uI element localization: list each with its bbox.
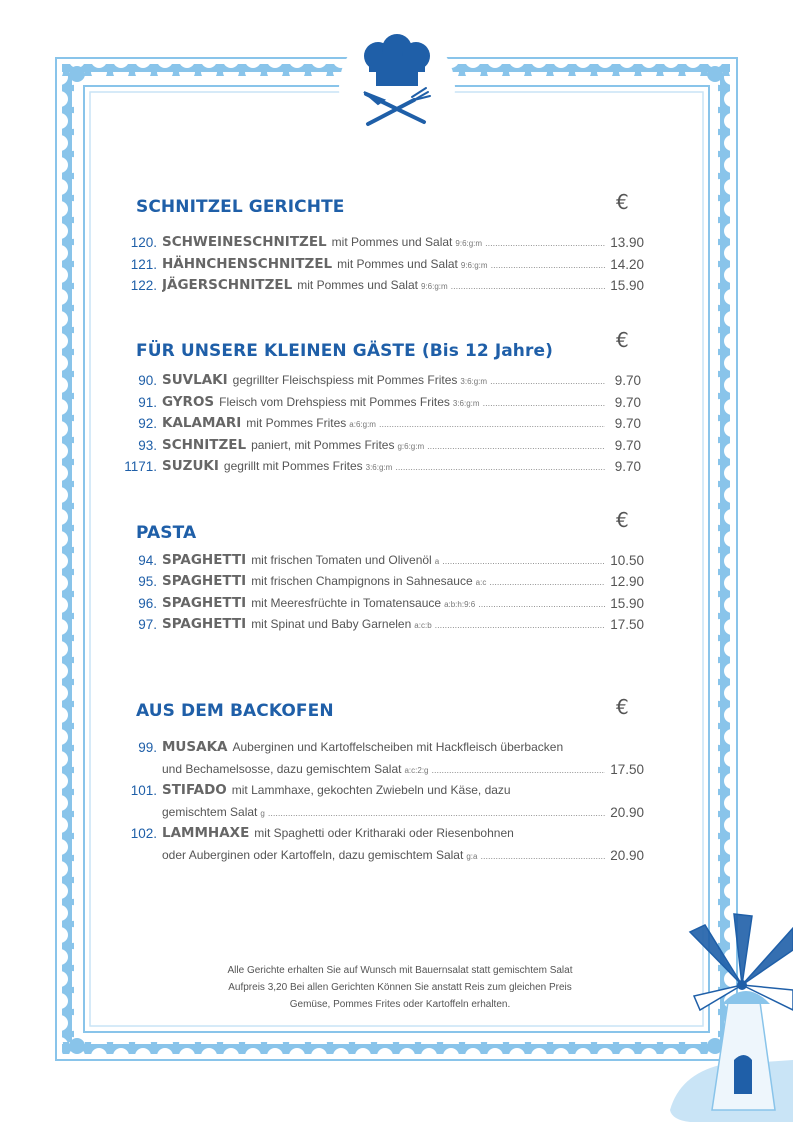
dot-leader <box>268 803 605 824</box>
menu-item-row <box>0 593 793 614</box>
item-price: 9.70 <box>614 395 641 410</box>
footer-line: Alle Gerichte erhalten Sie auf Wunsch mit Bauernsalat statt gemischtem Salat <box>227 965 573 976</box>
dot-leader <box>480 846 605 867</box>
dot-leader <box>489 572 605 593</box>
item-description: mit Pommes und Salat <box>297 278 418 292</box>
section-title-pasta: PASTA <box>136 523 197 543</box>
item-name: SCHWEINESCHNITZEL <box>162 234 327 250</box>
item-allergens: 9:6:g:m <box>460 261 488 270</box>
item-allergens: a:c:2:g <box>404 766 429 775</box>
item-number: 102. <box>130 826 157 841</box>
item-price: 9.70 <box>614 416 641 431</box>
item-name: LAMMHAXE <box>162 825 250 841</box>
section-title-backofen: AUS DEM BACKOFEN <box>136 701 334 721</box>
item-number: 101. <box>130 783 157 798</box>
menu-item-row <box>0 823 793 844</box>
dot-leader <box>491 255 605 276</box>
item-price: 17.50 <box>610 617 644 632</box>
item-price: 15.90 <box>610 278 644 293</box>
item-description: paniert, mit Pommes Frites <box>251 438 395 452</box>
dot-leader <box>485 233 605 254</box>
item-description: mit frischen Champignons in Sahnesauce <box>251 574 473 588</box>
menu-item-row <box>0 571 793 592</box>
dot-leader <box>478 594 605 615</box>
item-description: mit Spaghetti oder Kritharaki oder Riesenbohnen <box>254 826 514 840</box>
item-description: gegrillt mit Pommes Frites <box>223 459 363 473</box>
item-description: gegrillter Fleischspiess mit Pommes Frites <box>232 373 458 387</box>
dot-leader <box>431 760 605 781</box>
item-number: 121. <box>130 257 157 272</box>
item-allergens: 3:6:g:m <box>452 399 480 408</box>
item-number: 92. <box>138 416 157 431</box>
menu-item-row <box>0 392 793 413</box>
item-allergens: a:b:h:9:6 <box>444 600 476 609</box>
item-price: 14.20 <box>610 257 644 272</box>
item-name: STIFADO <box>162 782 227 798</box>
item-allergens: a:c <box>475 578 487 587</box>
item-name: SPAGHETTI <box>162 616 247 632</box>
currency-symbol: € <box>616 695 629 719</box>
item-name: HÄHNCHENSCHNITZEL <box>162 256 333 272</box>
item-description: mit Pommes und Salat <box>337 257 458 271</box>
item-number: 94. <box>138 553 157 568</box>
item-description: mit frischen Tomaten und Olivenöl <box>251 553 432 567</box>
item-price: 15.90 <box>610 596 644 611</box>
windmill-illustration <box>670 914 793 1122</box>
dot-leader <box>442 551 605 572</box>
item-price: 13.90 <box>610 235 644 250</box>
menu-item-row <box>0 550 793 571</box>
footer-note <box>150 962 650 1013</box>
menu-item-row <box>0 370 793 391</box>
dot-leader <box>483 393 605 414</box>
item-price: 9.70 <box>614 459 641 474</box>
item-name: SUZUKI <box>162 458 219 474</box>
item-description: Auberginen und Kartoffelscheiben mit Hackfleisch überbacken <box>232 740 564 754</box>
currency-symbol: € <box>616 508 629 532</box>
item-description: mit Lammhaxe, gekochten Zwiebeln und Käse, dazu <box>231 783 511 797</box>
item-allergens: a <box>434 557 440 566</box>
dot-leader <box>427 436 605 457</box>
menu-item-row <box>0 780 793 801</box>
item-number: 1171. <box>124 459 157 474</box>
item-allergens: g:a <box>466 852 478 861</box>
menu-item-row <box>0 456 793 477</box>
item-name: JÄGERSCHNITZEL <box>162 277 293 293</box>
item-price: 20.90 <box>610 848 644 863</box>
item-allergens: 3:6:g:m <box>365 463 393 472</box>
item-name: SPAGHETTI <box>162 552 247 568</box>
footer-line: Aufpreis 3,20 Bei allen Gerichten Können Sie anstatt Reis zum gleichen Preis <box>228 982 572 993</box>
item-price: 12.90 <box>610 574 644 589</box>
menu-item-row <box>0 413 793 434</box>
item-allergens: 9:6:g:m <box>455 239 483 248</box>
menu-item-row <box>0 614 793 635</box>
item-number: 96. <box>138 596 157 611</box>
dot-leader <box>451 276 605 297</box>
item-price: 20.90 <box>610 805 644 820</box>
footer-line: Gemüse, Pommes Frites oder Kartoffeln erhalten. <box>289 999 511 1010</box>
menu-item-row-continued <box>0 802 793 823</box>
item-allergens: a:c:b <box>414 621 432 630</box>
item-number: 122. <box>130 278 157 293</box>
dot-leader <box>395 457 605 478</box>
currency-symbol: € <box>616 328 629 352</box>
item-description: mit Spinat und Baby Garnelen <box>251 617 412 631</box>
item-number: 93. <box>138 438 157 453</box>
item-allergens: g <box>260 809 265 818</box>
item-description-line2: oder Auberginen oder Kartoffeln, dazu gemischtem Salat <box>162 848 464 862</box>
item-price: 9.70 <box>614 438 641 453</box>
item-description-line2: und Bechamelsosse, dazu gemischtem Salat <box>162 762 402 776</box>
item-name: MUSAKA <box>162 739 228 755</box>
dot-leader <box>379 414 605 435</box>
section-title-kids: FÜR UNSERE KLEINEN GÄSTE (Bis 12 Jahre) <box>136 341 553 361</box>
menu-item-row <box>0 275 793 296</box>
menu-item-row-continued <box>0 845 793 866</box>
item-number: 120. <box>130 235 157 250</box>
item-number: 95. <box>138 574 157 589</box>
section-title-schnitzel: SCHNITZEL GERICHTE <box>136 197 345 217</box>
item-allergens: g:6:g:m <box>397 442 425 451</box>
menu-item-row <box>0 435 793 456</box>
item-allergens: 3:6:g:m <box>460 377 488 386</box>
menu-item-row <box>0 737 793 758</box>
menu-item-row <box>0 254 793 275</box>
item-description: Fleisch vom Drehspiess mit Pommes Frites <box>219 395 450 409</box>
item-number: 90. <box>138 373 157 388</box>
item-price: 10.50 <box>610 553 644 568</box>
item-name: KALAMARI <box>162 415 242 431</box>
currency-symbol: € <box>616 190 629 214</box>
item-number: 91. <box>138 395 157 410</box>
item-price: 17.50 <box>610 762 644 777</box>
item-number: 97. <box>138 617 157 632</box>
item-description-line2: gemischtem Salat <box>162 805 258 819</box>
item-description: mit Meeresfrüchte in Tomatensauce <box>251 596 442 610</box>
item-description: mit Pommes und Salat <box>331 235 453 249</box>
menu-item-row-continued <box>0 759 793 780</box>
item-name: SCHNITZEL <box>162 437 247 453</box>
dot-leader <box>435 615 605 636</box>
item-name: SPAGHETTI <box>162 595 247 611</box>
item-number: 99. <box>138 740 157 755</box>
item-name: SPAGHETTI <box>162 573 247 589</box>
item-allergens: a:6:g:m <box>349 420 376 429</box>
menu-item-row <box>0 232 793 253</box>
item-allergens: 9:6:g:m <box>420 282 448 291</box>
item-price: 9.70 <box>614 373 641 388</box>
item-name: GYROS <box>162 394 215 410</box>
item-description: mit Pommes Frites <box>246 416 347 430</box>
dot-leader <box>490 371 605 392</box>
item-name: SUVLAKI <box>162 372 228 388</box>
